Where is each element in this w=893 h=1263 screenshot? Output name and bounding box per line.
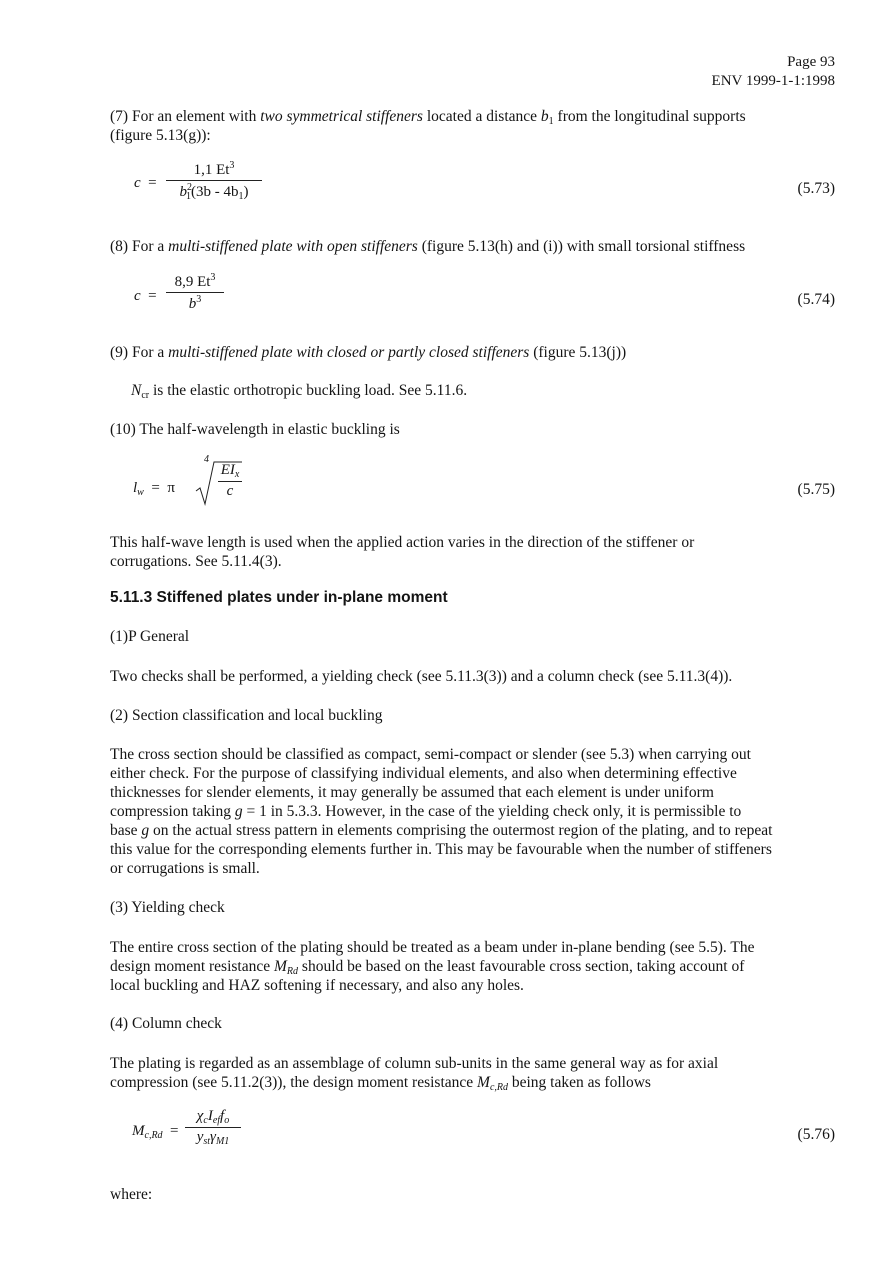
clause-4-l2: compression (see 5.11.2(3)), the design moment resistance $M_{c,Rd}$ being taken as follows (110, 1074, 651, 1093)
clause-2-l6: this value for the corresponding elements further in. This may be favourable when the number of stiffeners (110, 841, 772, 858)
eq74-fraction: 8,9 Et$^3$ $b^3$ (166, 272, 224, 313)
clause-1p-body: Two checks shall be performed, a yielding check (see 5.11.3(3)) and a column check (see 5.11.3(4)). (110, 668, 733, 685)
clause-2: (2) Section classification and local buckling (110, 707, 383, 724)
clause-3-l2: design moment resistance $M_{Rd}$ should be based on the least favourable cross section, taking account of (110, 958, 745, 977)
eq74-number: (5.74) (797, 291, 835, 308)
clause-3: (3) Yielding check (110, 899, 225, 916)
section-heading: 5.11.3 Stiffened plates under in-plane moment (110, 589, 448, 606)
clause-2-l3: thicknesses for slender elements, it may generally be assumed that each element is under uniform (110, 784, 714, 801)
eq76-fraction: $\chi_cI_{ef}f_o$ $y_{st}\gamma_{M1}$ (185, 1108, 241, 1147)
clause-2-l4: compression taking g = 1 in 5.3.3. However, in the case of the yielding check only, it is permissible to (110, 803, 742, 820)
paragraph-8: (8) For a multi-stiffened plate with open stiffeners (figure 5.13(h) and (i)) with small torsional stiffness (110, 238, 746, 255)
clause-3-l3: local buckling and HAZ softening if necessary, and also any holes. (110, 977, 524, 994)
eq75-fraction: $EI_x$ c (218, 462, 242, 500)
eq75-lhs: $l_w = \pi$ (133, 480, 175, 498)
document-id: ENV 1999-1-1:1998 (711, 73, 835, 89)
where-label: where: (110, 1186, 153, 1203)
halfwave-line2: corrugations. See 5.11.4(3). (110, 553, 282, 570)
clause-2-l7: or corrugations is small. (110, 860, 260, 877)
clause-2-l5: base g on the actual stress pattern in elements comprising the outermost region of the plating, and to repeat (110, 822, 773, 839)
eq73-lhs: c = (134, 175, 157, 191)
clause-4-l1: The plating is regarded as an assemblage of column sub-units in the same general way as for axial (110, 1055, 719, 1072)
page-number: Page 93 (787, 54, 835, 70)
clause-4: (4) Column check (110, 1015, 222, 1032)
eq75-root-index: 4 (204, 454, 209, 465)
clause-1p: (1)P General (110, 628, 190, 645)
eq73-fraction: 1,1 Et$^3$ $b^2_1(3b - 4b_1)$ (166, 160, 262, 202)
paragraph-10: (10) The half-wavelength in elastic buckling is (110, 421, 400, 438)
paragraph-9-ncr: $N_{cr}$ is the elastic orthotropic buckling load. See 5.11.6. (131, 382, 468, 401)
paragraph-7: (7) For an element with two symmetrical stiffeners located a distance $b_1$ from the longitudinal supports (110, 108, 746, 127)
paragraph-9: (9) For a multi-stiffened plate with closed or partly closed stiffeners (figure 5.13(j)) (110, 344, 627, 361)
halfwave-line1: This half-wave length is used when the applied action varies in the direction of the stiffener or (110, 534, 695, 551)
eq76-number: (5.76) (797, 1126, 835, 1143)
clause-2-l2: either check. For the purpose of classifying individual elements, and also when determining effective (110, 765, 737, 782)
clause-3-l1: The entire cross section of the plating should be treated as a beam under in-plane bending (see 5.5). The (110, 939, 755, 956)
eq75-number: (5.75) (797, 481, 835, 498)
eq76-lhs: $M_{c,Rd}$ = (132, 1123, 179, 1141)
paragraph-7-line2: (figure 5.13(g)): (110, 127, 211, 144)
eq73-number: (5.73) (797, 180, 835, 197)
eq74-lhs: c = (134, 288, 157, 304)
clause-2-l1: The cross section should be classified as compact, semi-compact or slender (see 5.3) when carrying out (110, 746, 751, 763)
